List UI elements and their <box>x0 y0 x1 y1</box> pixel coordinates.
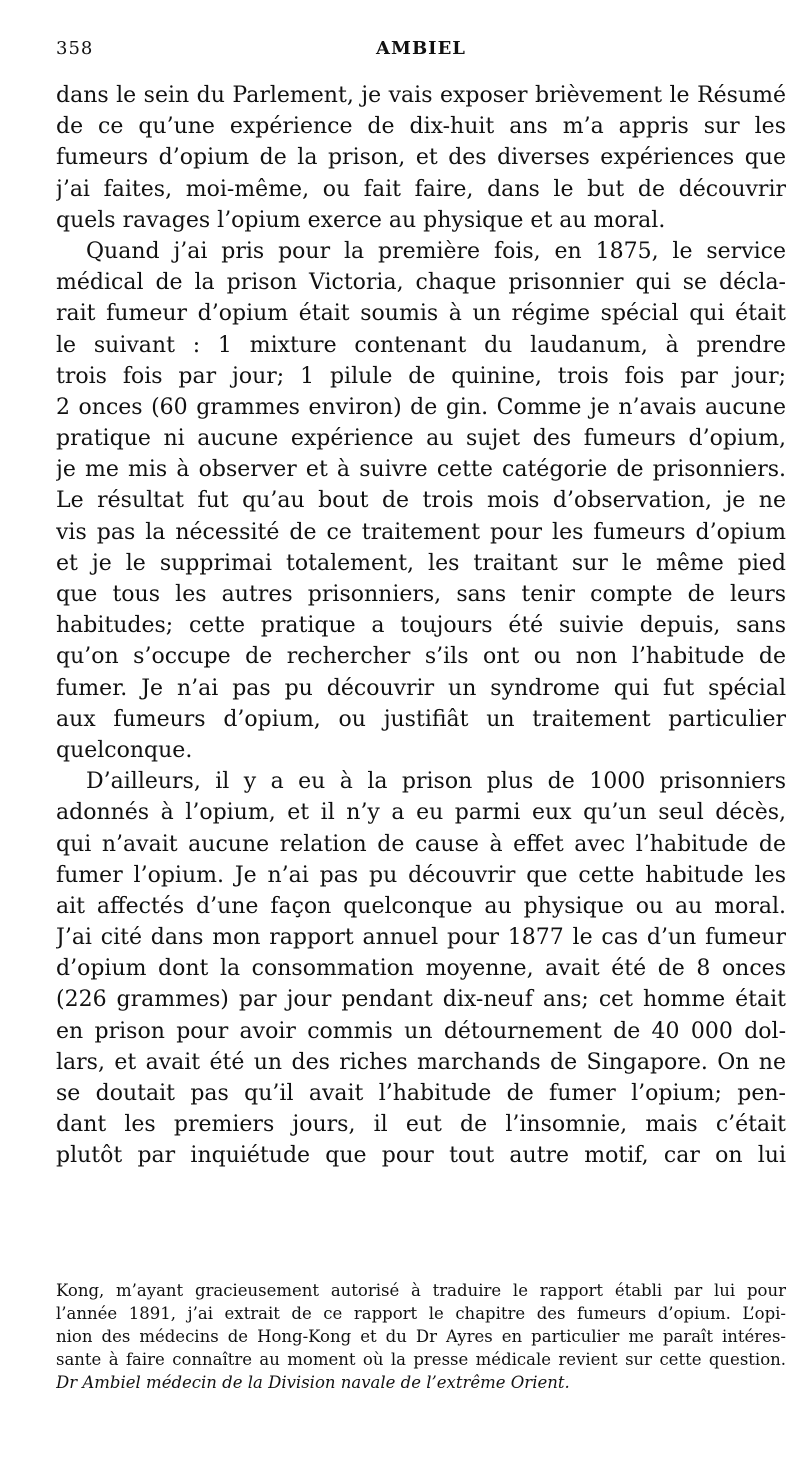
footnote-line: l’année 1891, j’ai extrait de ce rapport le chapitre des fumeurs d’opium. L’opi- <box>56 1304 786 1323</box>
text-line: le suivant : 1 mixture contenant du laudanum, à prendre <box>56 332 786 358</box>
text-line: d’opium dont la consommation moyenne, avait été de 8 onces <box>56 956 786 982</box>
text-line: fumeurs d’opium de la prison, et des diverses expériences que <box>56 145 786 171</box>
text-line: trois fois par jour; 1 pilule de quinine, trois fois par jour; <box>56 363 786 389</box>
text-line: 2 onces (60 grammes environ) de gin. Comme je n’avais aucune <box>56 394 786 420</box>
text-line: quels ravages l’opium exerce au physique et au moral. <box>56 207 666 233</box>
text-line: aux fumeurs d’opium, ou justifiât un traitement particulier <box>56 706 786 732</box>
text-line: et je le supprimai totalement, les traitant sur le même pied <box>56 550 786 576</box>
text-line: dans le sein du Parlement, je vais exposer brièvement le Résumé <box>56 83 786 108</box>
text-line: plutôt par inquiétude que pour tout autre motif, car on lui <box>56 1143 786 1169</box>
footnote <box>56 1279 786 1394</box>
text-line: D’ailleurs, il y a eu à la prison plus de 1000 prisonniers <box>86 769 786 795</box>
footnote-signature: Dr Ambiel médecin de la Division navale de l’extrême Orient. <box>56 1373 570 1392</box>
page-number: 358 <box>56 38 94 59</box>
text-line: Le résultat fut qu’au bout de trois mois d’observation, je ne <box>56 488 786 514</box>
text-line: Quand j’ai pris pour la première fois, en 1875, le service <box>86 238 786 264</box>
footnote-line: Kong, m’ayant gracieusement autorisé à traduire le rapport établi par lui pour <box>56 1281 786 1300</box>
text-line: qui n’avait aucune relation de cause à effet avec l’habitude de <box>56 831 786 857</box>
text-line: habitudes; cette pratique a toujours été suivie depuis, sans <box>56 613 786 639</box>
text-line: que tous les autres prisonniers, sans tenir compte de leurs <box>56 582 786 607</box>
text-line: J’ai cité dans mon rapport annuel pour 1877 le cas d’un fumeur <box>56 925 786 951</box>
text-line: quelconque. <box>56 737 193 763</box>
text-line: adonnés à l’opium, et il n’y a eu parmi eux qu’un seul décès, <box>56 800 786 826</box>
text-line: pratique ni aucune expérience au sujet des fumeurs d’opium, <box>56 426 786 452</box>
text-line: lars, et avait été un des riches marchands de Singapore. On ne <box>56 1049 786 1075</box>
text-line: se doutait pas qu’il avait l’habitude de fumer l’opium; pen- <box>56 1081 786 1106</box>
footnote-line: sante à faire connaître au moment où la presse médicale revient sur cette question. <box>56 1350 786 1369</box>
footnote-line: nion des médecins de Hong-Kong et du Dr Ayres en particulier me paraît intéres- <box>56 1327 786 1346</box>
text-line: (226 grammes) par jour pendant dix-neuf ans; cet homme était <box>56 987 786 1013</box>
text-line: de ce qu’une expérience de dix-huit ans m’a appris sur les <box>56 114 786 140</box>
text-line: ait affectés d’une façon quelconque au physique ou au moral. <box>56 893 786 919</box>
text-line: fumer l’opium. Je n’ai pas pu découvrir que cette habitude les <box>56 862 786 888</box>
text-line: rait fumeur d’opium était soumis à un régime spécial qui était <box>56 301 786 327</box>
text-line: j’ai faites, moi-même, ou fait faire, dans le but de découvrir <box>56 176 786 202</box>
text-line: je me mis à observer et à suivre cette catégorie de prisonniers. <box>56 457 786 483</box>
text-line: en prison pour avoir commis un détournement de 40 000 dol- <box>56 1018 786 1044</box>
body-text <box>56 80 786 1172</box>
text-line: vis pas la nécessité de ce traitement pour les fumeurs d’opium <box>56 519 786 545</box>
text-line: qu’on s’occupe de rechercher s’ils ont ou non l’habitude de <box>56 644 786 670</box>
running-head: AMBIEL <box>376 38 466 59</box>
page-header <box>56 38 786 68</box>
text-line: dant les premiers jours, il eut de l’insomnie, mais c’était <box>56 1112 786 1138</box>
text-line: fumer. Je n’ai pas pu découvrir un syndrome qui fut spécial <box>56 675 786 701</box>
text-line: médical de la prison Victoria, chaque prisonnier qui se décla- <box>56 270 786 296</box>
